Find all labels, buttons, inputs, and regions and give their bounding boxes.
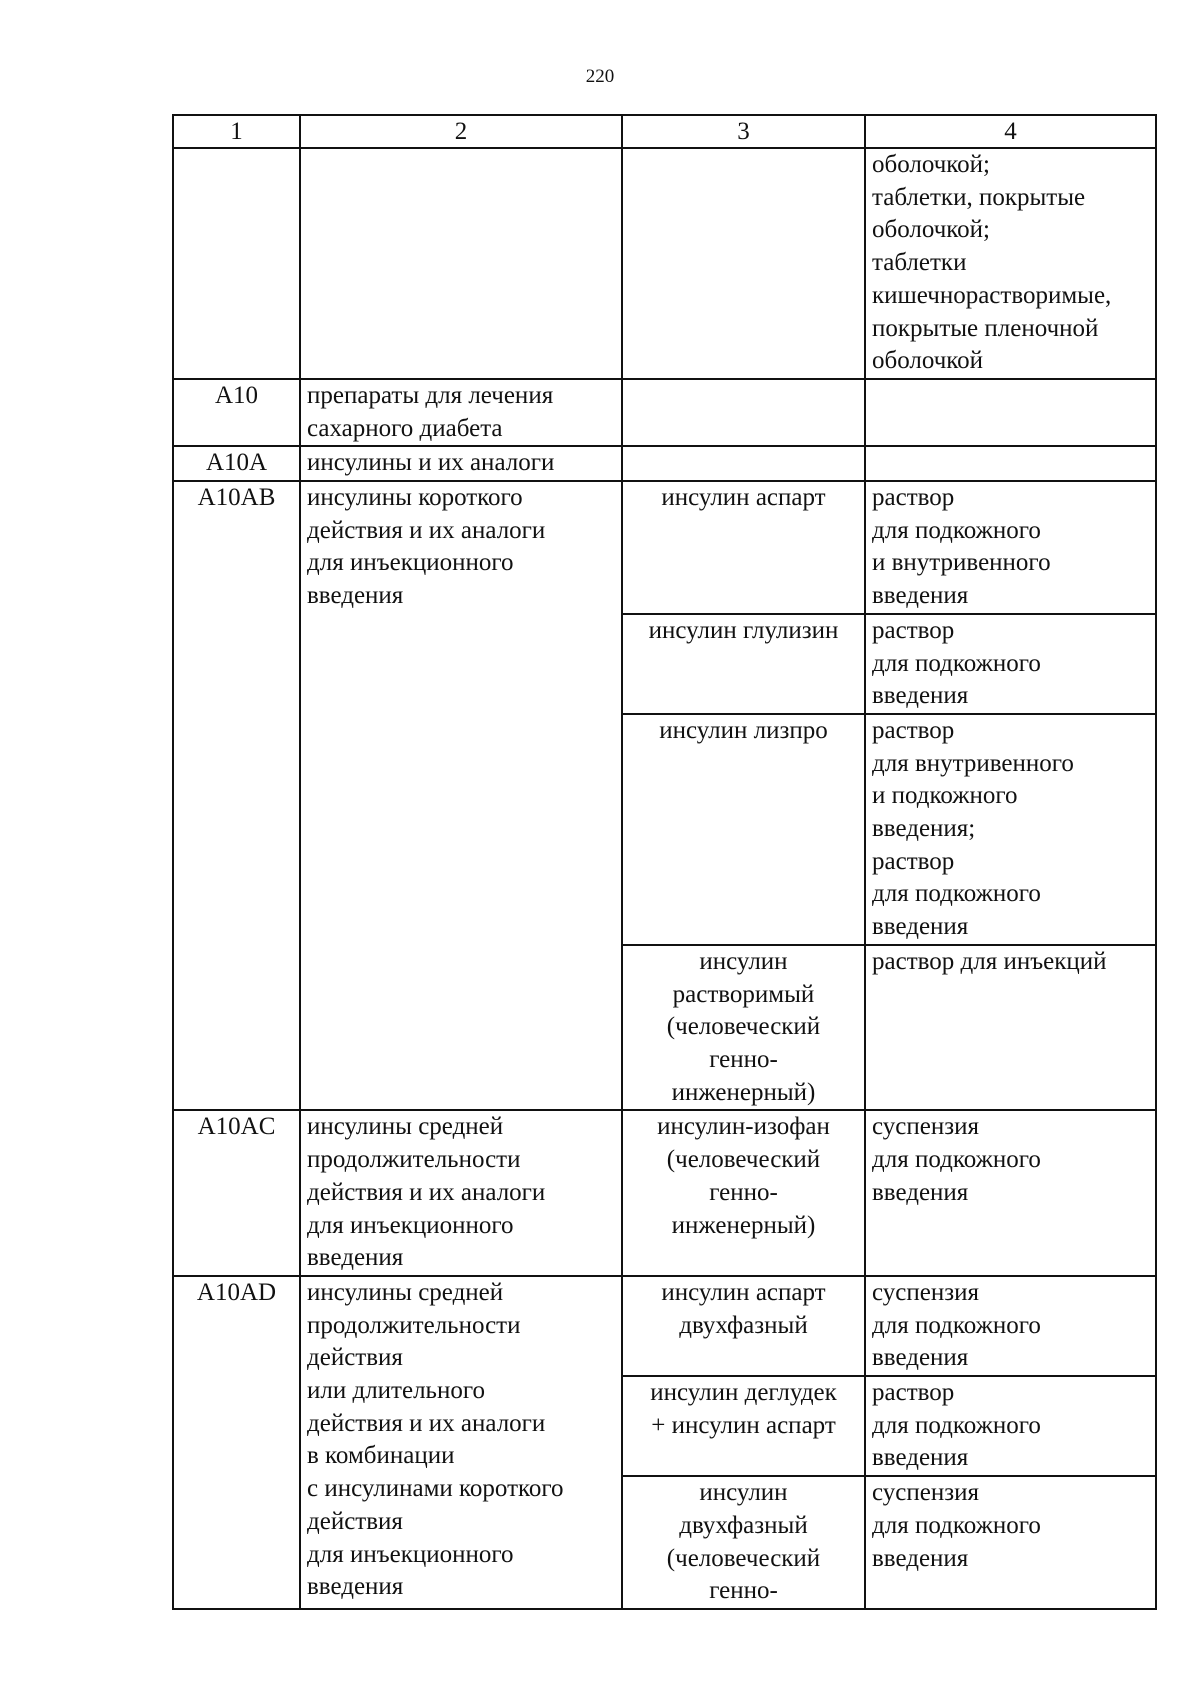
header-col-2: 2: [300, 115, 622, 148]
table-row: [173, 1110, 1156, 1276]
drug-cell: инсулин деглудек + инсулин аспарт: [622, 1376, 865, 1476]
atc-code-cell: A10AC: [173, 1110, 300, 1276]
dosage-form-cell: оболочкой; таблетки, покрытые оболочкой; таблетки кишечнорастворимые, покрытые пленочной оболочкой: [865, 148, 1156, 379]
header-col-1: 1: [173, 115, 300, 148]
header-col-3: 3: [622, 115, 865, 148]
page-number: 220: [585, 66, 615, 87]
drug-cell: инсулин аспарт двухфазный: [622, 1276, 865, 1376]
group-cell: инсулины средней продолжительности действия или длительного действия и их аналоги в комбинации с инсулинами короткого действия для инъекционного введения: [300, 1276, 622, 1609]
group-cell: [300, 148, 622, 379]
atc-code-cell: A10AB: [173, 481, 300, 1110]
atc-code-cell: A10: [173, 379, 300, 446]
dosage-form-cell: [865, 379, 1156, 446]
dosage-form-cell: раствор для подкожного введения: [865, 614, 1156, 714]
drug-cell: инсулин лизпро: [622, 714, 865, 945]
dosage-form-cell: суспензия для подкожного введения: [865, 1276, 1156, 1376]
group-cell: инсулины и их аналоги: [300, 446, 622, 481]
table-row: [173, 1276, 1156, 1376]
dosage-form-cell: раствор для подкожного и внутривенного введения: [865, 481, 1156, 614]
atc-code-cell: A10AD: [173, 1276, 300, 1609]
table-row: [173, 379, 1156, 446]
drug-cell: инсулин растворимый (человеческий генно- инженерный): [622, 945, 865, 1111]
dosage-form-cell: раствор для подкожного введения: [865, 1376, 1156, 1476]
drug-cell: инсулин аспарт: [622, 481, 865, 614]
table-row: [173, 446, 1156, 481]
group-cell: инсулины средней продолжительности действия и их аналоги для инъекционного введения: [300, 1110, 622, 1276]
dosage-form-cell: суспензия для подкожного введения: [865, 1476, 1156, 1609]
atc-code-cell: [173, 148, 300, 379]
dosage-form-cell: раствор для внутривенного и подкожного введения; раствор для подкожного введения: [865, 714, 1156, 945]
dosage-form-cell: раствор для инъекций: [865, 945, 1156, 1111]
header-col-4: 4: [865, 115, 1156, 148]
table-row: [173, 481, 1156, 614]
drug-cell: инсулин глулизин: [622, 614, 865, 714]
drug-cell: [622, 148, 865, 379]
group-cell: препараты для лечения сахарного диабета: [300, 379, 622, 446]
dosage-form-cell: суспензия для подкожного введения: [865, 1110, 1156, 1276]
table-header-row: [173, 115, 1156, 148]
drug-cell: инсулин двухфазный (человеческий генно-: [622, 1476, 865, 1609]
drug-cell: инсулин-изофан (человеческий генно- инженерный): [622, 1110, 865, 1276]
drug-cell: [622, 379, 865, 446]
table-row: [173, 148, 1156, 379]
drug-table: [172, 114, 1157, 1610]
drug-cell: [622, 446, 865, 481]
atc-code-cell: A10A: [173, 446, 300, 481]
dosage-form-cell: [865, 446, 1156, 481]
group-cell: инсулины короткого действия и их аналоги для инъекционного введения: [300, 481, 622, 1110]
